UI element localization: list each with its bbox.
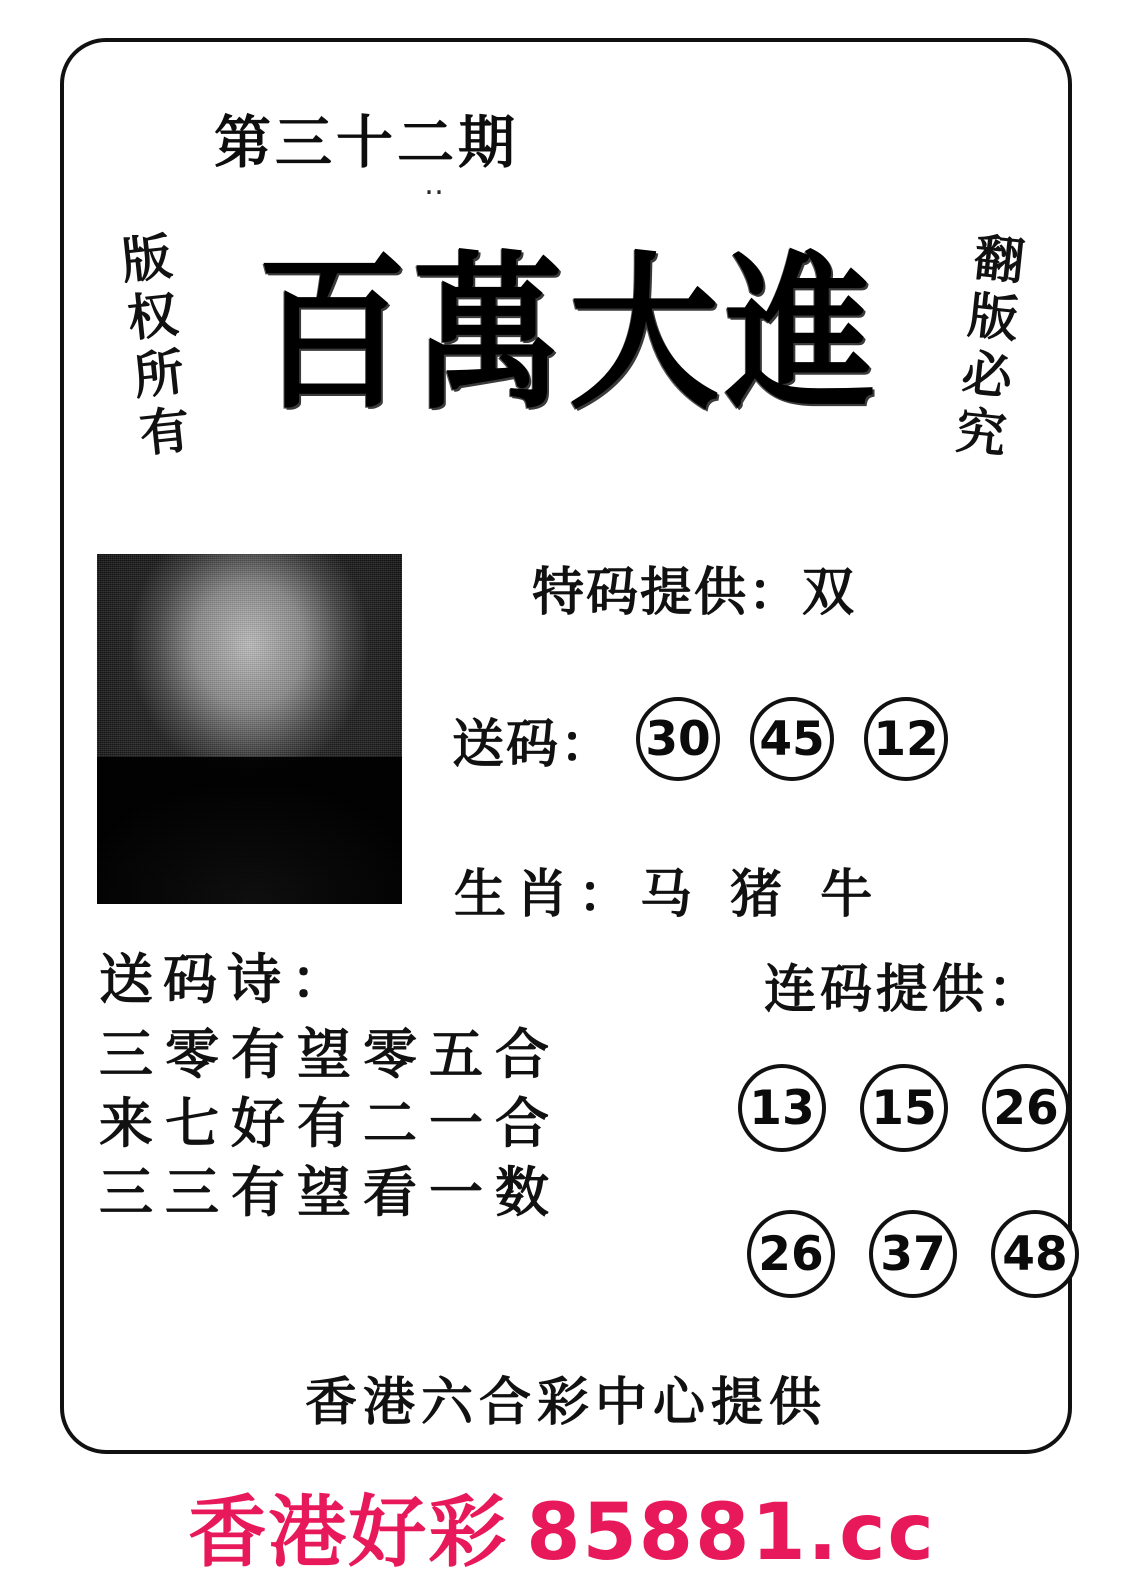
lian-number-ball: 48 [991, 1210, 1079, 1298]
copyright-left-text: 版权所有 [111, 229, 194, 467]
lian-number-ball: 13 [738, 1064, 826, 1152]
footer-source: 香港六合彩中心提供 [304, 1372, 827, 1433]
poem-line: 三零有望零五合 [99, 1022, 561, 1086]
send-number-ball: 30 [636, 697, 720, 781]
send-code-row [452, 697, 956, 781]
portrait-photo [97, 554, 402, 904]
lian-code-title: 连码提供： [763, 959, 1044, 1020]
lian-code-row-1 [704, 1064, 1104, 1152]
send-number-ball: 45 [750, 697, 834, 781]
issue-dots: ‥ [424, 167, 447, 202]
special-code-line: 特码提供：双 [532, 562, 857, 623]
poem-block [99, 937, 629, 1227]
copyright-right-text: 翻版必究 [945, 229, 1028, 467]
poem-line: 来七好有二一合 [99, 1091, 561, 1156]
watermark [0, 1470, 1124, 1582]
watermark-brand: 香港好彩 [188, 1488, 509, 1578]
issue-number: 第三十二期 [214, 109, 519, 176]
send-code-label: 送码： [452, 713, 615, 775]
poem-title: 送码诗： [99, 947, 355, 1011]
lian-number-ball: 15 [860, 1064, 948, 1152]
lian-code-block [704, 947, 1104, 1298]
watermark-site: 85881.cc [526, 1488, 936, 1578]
lian-number-ball: 26 [747, 1210, 835, 1298]
zodiac-line: 生肖：马 猪 牛 [454, 864, 883, 925]
lian-number-ball: 26 [982, 1064, 1070, 1152]
photo-shoulders [97, 757, 402, 904]
lottery-card [60, 38, 1072, 1454]
lian-code-row-2 [704, 1210, 1104, 1298]
poem-line: 三三有望看一数 [99, 1160, 561, 1225]
lian-number-ball: 37 [869, 1210, 957, 1298]
send-number-ball: 12 [864, 697, 948, 781]
page-title: 百萬大進 [256, 235, 881, 433]
